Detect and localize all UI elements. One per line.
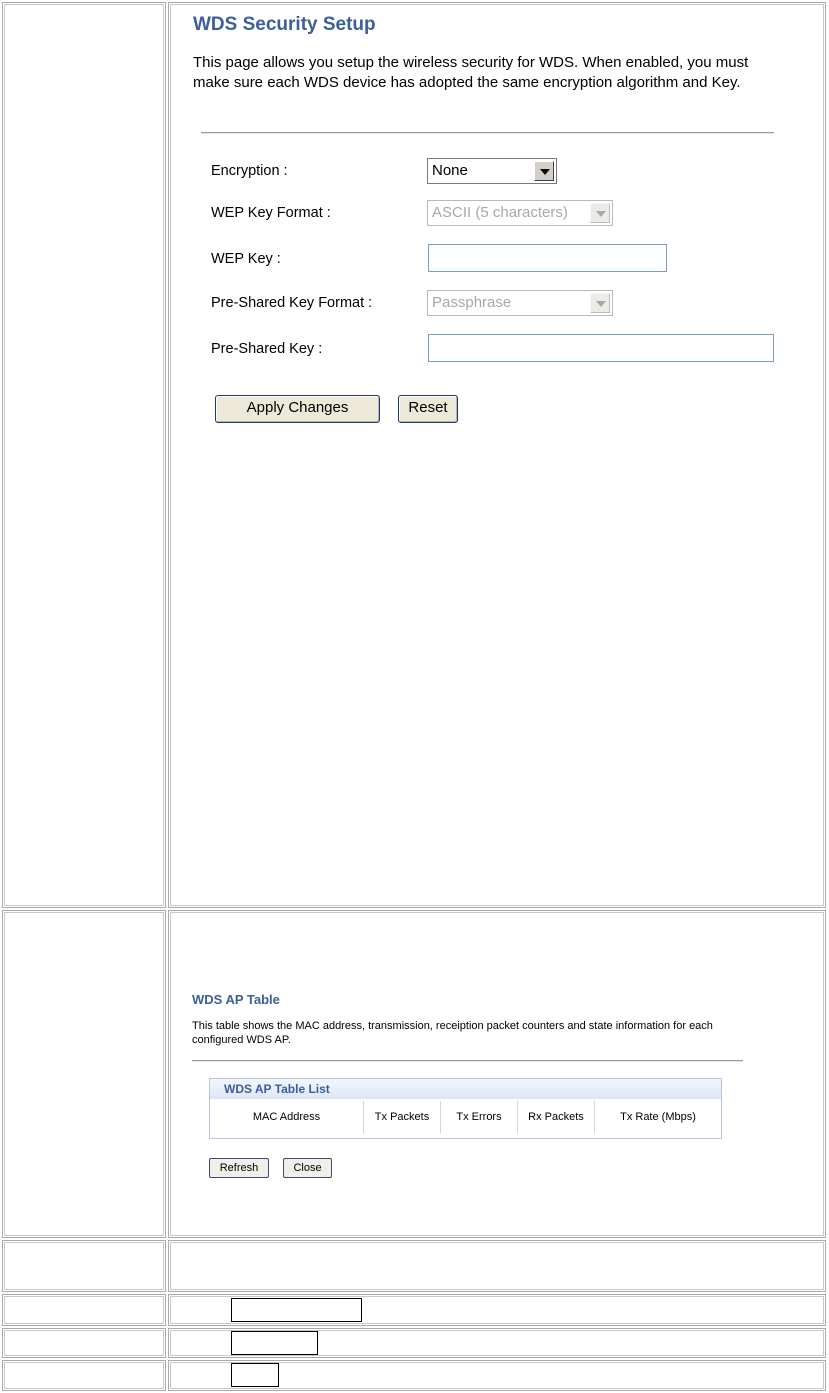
psk-label: Pre-Shared Key : [211, 341, 323, 357]
wep-key-format-label: WEP Key Format : [211, 205, 331, 221]
ap-table-list-title: WDS AP Table List [210, 1079, 721, 1099]
column-header-rx-packets: Rx Packets [518, 1101, 595, 1133]
row1-left-cell [2, 2, 166, 908]
apply-changes-button[interactable]: Apply Changes [215, 395, 380, 423]
row2-left-cell [2, 910, 166, 1238]
ap-table-description: This table shows the MAC address, transmission, receiption packet counters and state information for each configured WDS AP. [192, 1020, 713, 1046]
page-description: This page allows you setup the wireless security for WDS. When enabled, you must make sure each WDS device has adopted the same encryption algorithm and Key. [193, 54, 749, 91]
column-header-tx-rate: Tx Rate (Mbps) [620, 1111, 696, 1123]
row4-left-cell [2, 1294, 166, 1326]
divider [192, 1060, 743, 1062]
row2-right-cell [168, 910, 826, 1238]
column-header-mac: MAC Address [210, 1101, 364, 1133]
wep-key-label: WEP Key : [211, 251, 281, 267]
apply-changes-button-ref [231, 1298, 362, 1322]
row1-right-cell [168, 2, 826, 908]
chevron-down-icon[interactable] [590, 293, 610, 313]
chevron-down-icon[interactable] [534, 161, 554, 181]
row5-left-cell [2, 1328, 166, 1358]
reset-button[interactable]: Reset [398, 395, 458, 423]
encryption-select[interactable] [427, 158, 557, 184]
refresh-button[interactable]: Refresh [209, 1158, 269, 1178]
psk-format-value: Passphrase [432, 294, 512, 311]
chevron-down-icon[interactable] [590, 203, 610, 223]
refresh-button-ref [231, 1331, 318, 1355]
reset-button-ref [231, 1363, 279, 1387]
divider [201, 132, 774, 134]
encryption-label: Encryption : [211, 163, 288, 179]
page-title: WDS Security Setup [193, 14, 376, 35]
psk-format-select[interactable] [427, 290, 613, 316]
psk-input[interactable] [428, 334, 774, 362]
column-header-tx-packets: Tx Packets [364, 1101, 441, 1133]
ap-table-list [209, 1078, 722, 1139]
encryption-value: None [432, 162, 468, 179]
row6-left-cell [2, 1360, 166, 1391]
wep-key-format-value: ASCII (5 characters) [432, 204, 568, 221]
ap-table-title: WDS AP Table [192, 992, 280, 1007]
wep-key-format-select[interactable] [427, 200, 613, 226]
row3-right-cell [168, 1240, 826, 1292]
column-header-tx-errors: Tx Errors [441, 1101, 518, 1133]
psk-format-label: Pre-Shared Key Format : [211, 295, 373, 311]
wep-key-input[interactable] [428, 244, 667, 272]
close-button[interactable]: Close [283, 1158, 332, 1178]
row3-left-cell [2, 1240, 166, 1292]
